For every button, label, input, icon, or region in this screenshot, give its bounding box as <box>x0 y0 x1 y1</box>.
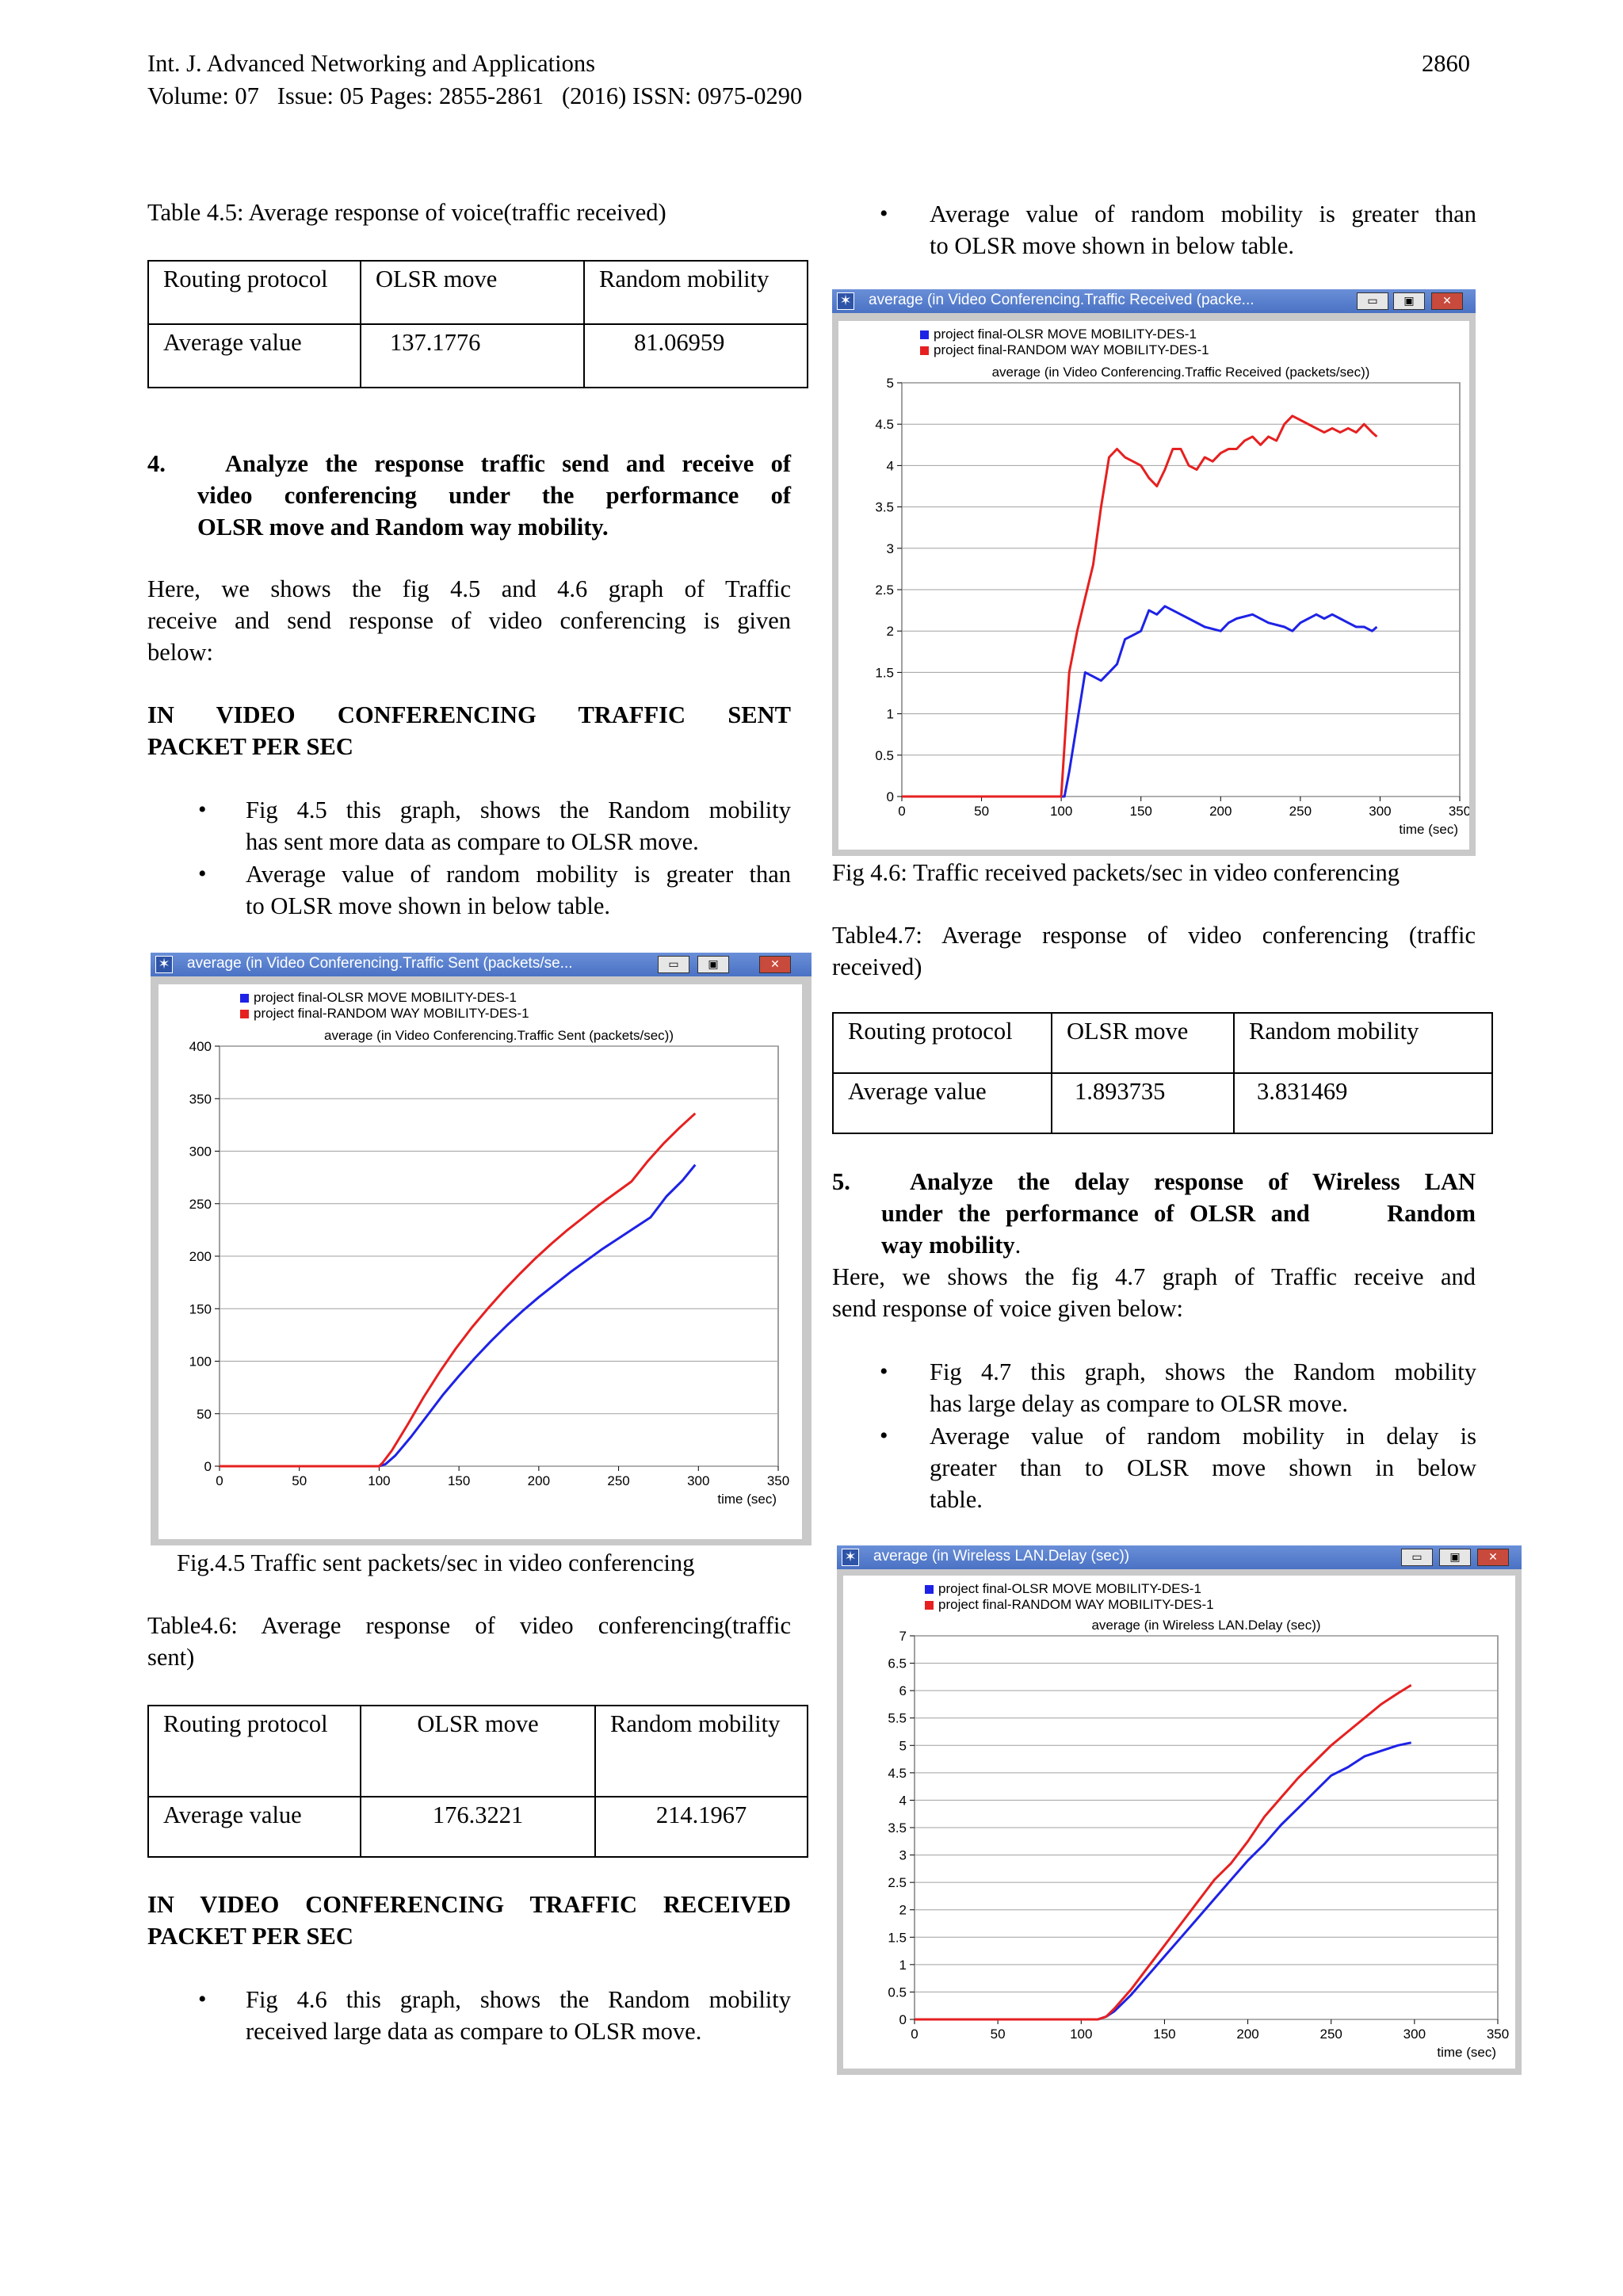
x-tick-label: 100 <box>1070 2027 1093 2042</box>
bullet-marker: • <box>880 1358 888 1385</box>
fig47-window <box>837 1545 1522 2075</box>
y-tick-label: 6 <box>899 1683 907 1699</box>
bullet4-line1: Average value of random mobility is greater than <box>930 201 1476 227</box>
y-tick-label: 250 <box>189 1196 212 1212</box>
legend-swatch <box>920 330 929 339</box>
legend-swatch <box>240 994 249 1003</box>
x-tick-label: 300 <box>1403 2027 1426 2042</box>
x-tick-label: 250 <box>607 1473 630 1488</box>
fig45-window <box>151 953 812 1545</box>
x-tick-label: 150 <box>1153 2027 1176 2042</box>
y-tick-label: 1.5 <box>875 665 894 681</box>
x-tick-label: 100 <box>1049 804 1073 819</box>
table45-header-protocol: Routing protocol <box>148 261 361 324</box>
fig45-window-title: average (in Video Conferencing.Traffic Sent (packets/se... <box>187 955 573 972</box>
bullet-marker: • <box>198 861 207 887</box>
y-tick-label: 300 <box>189 1144 212 1159</box>
table46-header-random: Random mobility <box>595 1706 808 1797</box>
bullet-marker: • <box>198 797 207 823</box>
bullet5-line1: Fig 4.7 this graph, shows the Random mobility <box>930 1358 1476 1385</box>
y-tick-label: 350 <box>189 1091 212 1107</box>
legend-swatch <box>920 346 929 355</box>
x-tick-label: 350 <box>1448 804 1469 819</box>
minimize-button[interactable]: ▭ <box>658 956 689 973</box>
bullet3-line1: Fig 4.6 this graph, shows the Random mobility <box>246 1986 791 2013</box>
journal-volume: Volume: 07 Issue: 05 Pages: 2855-2861 (2016) ISSN: 0975-0290 <box>147 82 803 109</box>
fig46-caption: Fig 4.6: Traffic received packets/sec in video conferencing <box>832 859 1400 886</box>
y-tick-label: 2 <box>899 1902 907 1918</box>
y-tick-label: 6.5 <box>888 1656 907 1671</box>
bullet6-line1: Average value of random mobility in delay is <box>930 1423 1476 1450</box>
x-tick-label: 250 <box>1289 804 1312 819</box>
legend-swatch <box>925 1585 934 1594</box>
minimize-button[interactable]: ▭ <box>1401 1549 1433 1566</box>
table47-header-random: Random mobility <box>1234 1013 1492 1073</box>
fig45-plot-panel <box>158 984 802 1539</box>
section5-number: 5. <box>832 1168 850 1195</box>
fig46-window-title: average (in Video Conferencing.Traffic Received (packe... <box>869 292 1254 308</box>
x-tick-label: 50 <box>292 1473 307 1488</box>
table46-header-olsr: OLSR move <box>361 1706 595 1797</box>
table47-random-value: 3.831469 <box>1234 1073 1492 1133</box>
fig47-plot-panel <box>843 1576 1515 2069</box>
section5-heading-line3: way mobility <box>881 1232 1015 1259</box>
y-tick-label: 0 <box>886 789 894 804</box>
legend-swatch <box>925 1601 934 1610</box>
fig47-window-title: average (in Wireless LAN.Delay (sec)) <box>873 1548 1130 1564</box>
app-icon: ✶ <box>842 1549 859 1566</box>
bullet1-line1: Fig 4.5 this graph, shows the Random mobility <box>246 797 791 823</box>
y-tick-label: 0.5 <box>875 747 894 763</box>
fig47-chart <box>843 1576 1515 2069</box>
y-tick-label: 1.5 <box>888 1930 907 1946</box>
x-tick-label: 0 <box>898 804 906 819</box>
table-4-7 <box>832 1012 1493 1134</box>
table46-olsr-value: 176.3221 <box>361 1797 595 1857</box>
x-tick-label: 0 <box>216 1473 223 1488</box>
restore-button[interactable]: ▣ <box>1393 292 1425 310</box>
section4-heading-line2: video conferencing under the performance of <box>197 482 791 509</box>
x-tick-label: 250 <box>1319 2027 1342 2042</box>
legend-label: project final-RANDOM WAY MOBILITY-DES-1 <box>254 1006 529 1021</box>
y-tick-label: 2.5 <box>888 1875 907 1891</box>
x-axis-label: time (sec) <box>717 1492 777 1507</box>
x-tick-label: 200 <box>1209 804 1232 819</box>
legend-label: project final-OLSR MOVE MOBILITY-DES-1 <box>938 1581 1201 1596</box>
bullet3-line2: received large data as compare to OLSR move. <box>246 2018 702 2045</box>
table46-caption-line2: sent) <box>147 1644 195 1671</box>
y-tick-label: 1 <box>886 706 894 722</box>
y-tick-label: 1 <box>899 1957 907 1973</box>
table45-header-random: Random mobility <box>584 261 808 324</box>
y-tick-label: 100 <box>189 1354 212 1370</box>
x-tick-label: 100 <box>368 1473 391 1488</box>
table47-header-protocol: Routing protocol <box>833 1013 1052 1073</box>
fig46-window <box>832 289 1476 856</box>
recv-heading-line1: IN VIDEO CONFERENCING TRAFFIC RECEIVED <box>147 1891 791 1918</box>
y-tick-label: 50 <box>197 1406 212 1422</box>
y-tick-label: 3 <box>899 1847 907 1863</box>
y-tick-label: 4.5 <box>875 417 894 433</box>
table45-header-olsr: OLSR move <box>361 261 584 324</box>
section5-heading-line2: under the performance of OLSR and Random <box>881 1200 1476 1227</box>
y-tick-label: 3.5 <box>888 1820 907 1836</box>
y-tick-label: 400 <box>189 1039 212 1054</box>
x-tick-label: 200 <box>1236 2027 1259 2042</box>
intro-para-line3: below: <box>147 639 214 666</box>
app-icon: ✶ <box>155 956 173 973</box>
x-tick-label: 150 <box>447 1473 471 1488</box>
section4-heading-line1: Analyze the response traffic send and receive of <box>225 450 791 477</box>
bullet-marker: • <box>198 1986 207 2012</box>
fig47-titlebar <box>837 1545 1522 1569</box>
bullet1-line2: has sent more data as compare to OLSR move. <box>246 828 699 855</box>
x-tick-label: 350 <box>766 1473 790 1488</box>
y-tick-label: 3 <box>886 541 894 556</box>
bullet6-line3: table. <box>930 1486 983 1513</box>
sent-heading-line2: PACKET PER SEC <box>147 733 353 760</box>
section4-number: 4. <box>147 450 166 477</box>
y-tick-label: 2 <box>886 624 894 640</box>
intro-para-line1: Here, we shows the fig 4.5 and 4.6 graph of Traffic <box>147 575 791 602</box>
table46-random-value: 214.1967 <box>595 1797 808 1857</box>
close-button[interactable]: ✕ <box>1477 1549 1509 1566</box>
bullet6-line2: greater than to OLSR move shown in below <box>930 1454 1476 1481</box>
x-tick-label: 300 <box>687 1473 710 1488</box>
fig46-chart <box>838 321 1469 850</box>
x-tick-label: 50 <box>974 804 990 819</box>
bullet2-line1: Average value of random mobility is greater than <box>246 861 791 888</box>
y-tick-label: 200 <box>189 1249 212 1264</box>
minimize-button[interactable]: ▭ <box>1357 292 1388 310</box>
legend-label: project final-OLSR MOVE MOBILITY-DES-1 <box>934 327 1197 342</box>
bullet-marker: • <box>880 1423 888 1449</box>
recv-heading-line2: PACKET PER SEC <box>147 1923 353 1950</box>
bullet2-line2: to OLSR move shown in below table. <box>246 892 611 919</box>
table47-caption-line1: Table4.7: Average response of video conferencing (traffic <box>832 922 1476 949</box>
x-tick-label: 200 <box>527 1473 551 1488</box>
x-tick-label: 150 <box>1129 804 1152 819</box>
restore-button[interactable]: ▣ <box>697 956 729 973</box>
section4-heading-line3: OLSR move and Random way mobility. <box>197 514 609 541</box>
para5-line2: send response of voice given below: <box>832 1295 1183 1322</box>
close-button[interactable]: ✕ <box>759 956 791 973</box>
fig45-chart <box>158 984 802 1539</box>
journal-name: Int. J. Advanced Networking and Applications <box>147 50 595 77</box>
bullet4-line2: to OLSR move shown in below table. <box>930 232 1295 259</box>
bullet-marker: • <box>880 201 888 227</box>
close-button[interactable]: ✕ <box>1431 292 1463 310</box>
chart-title: average (in Wireless LAN.Delay (sec)) <box>1091 1618 1321 1633</box>
table45-caption: Table 4.5: Average response of voice(traffic received) <box>147 199 666 226</box>
y-tick-label: 4 <box>886 458 894 474</box>
y-tick-label: 2.5 <box>875 583 894 598</box>
table47-caption-line2: received) <box>832 953 922 980</box>
fig46-plot-panel <box>838 321 1469 850</box>
table46-caption-line1: Table4.6: Average response of video conferencing(traffic <box>147 1612 791 1639</box>
table45-row-label: Average value <box>148 324 361 388</box>
y-tick-label: 5.5 <box>888 1710 907 1726</box>
restore-button[interactable]: ▣ <box>1439 1549 1471 1566</box>
legend-label: project final-RANDOM WAY MOBILITY-DES-1 <box>934 342 1209 357</box>
y-tick-label: 0.5 <box>888 1985 907 2000</box>
y-tick-label: 7 <box>899 1629 907 1644</box>
fig46-titlebar <box>832 289 1476 313</box>
section5-heading-line1: Analyze the delay response of Wireless LAN <box>910 1168 1476 1195</box>
y-tick-label: 3.5 <box>875 499 894 515</box>
y-tick-label: 4.5 <box>888 1765 907 1781</box>
table-4-6 <box>147 1705 808 1858</box>
y-tick-label: 150 <box>189 1301 212 1317</box>
bullet5-line2: has large delay as compare to OLSR move. <box>930 1390 1348 1417</box>
para5-line1: Here, we shows the fig 4.7 graph of Traffic receive and <box>832 1263 1476 1290</box>
fig45-caption: Fig.4.5 Traffic sent packets/sec in video conferencing <box>177 1549 695 1576</box>
table47-olsr-value: 1.893735 <box>1052 1073 1234 1133</box>
legend-label: project final-OLSR MOVE MOBILITY-DES-1 <box>254 990 517 1005</box>
app-icon: ✶ <box>837 292 854 310</box>
y-tick-label: 5 <box>899 1738 907 1754</box>
chart-title: average (in Video Conferencing.Traffic Sent (packets/sec)) <box>324 1028 674 1043</box>
y-tick-label: 0 <box>899 2012 907 2027</box>
y-tick-label: 5 <box>886 376 894 391</box>
table47-row-label: Average value <box>833 1073 1052 1133</box>
legend-label: project final-RANDOM WAY MOBILITY-DES-1 <box>938 1597 1214 1612</box>
x-tick-label: 0 <box>911 2027 918 2042</box>
legend-swatch <box>240 1010 249 1018</box>
table47-header-olsr: OLSR move <box>1052 1013 1234 1073</box>
page-number: 2860 <box>1422 50 1470 77</box>
table45-olsr-value: 137.1776 <box>361 324 584 388</box>
x-tick-label: 50 <box>990 2027 1006 2042</box>
x-tick-label: 300 <box>1369 804 1392 819</box>
table45-random-value: 81.06959 <box>584 324 808 388</box>
fig45-titlebar <box>151 953 812 976</box>
table-4-5 <box>147 260 808 388</box>
x-tick-label: 350 <box>1486 2027 1510 2042</box>
intro-para-line2: receive and send response of video conferencing is given <box>147 607 791 634</box>
y-tick-label: 4 <box>899 1793 907 1809</box>
table46-row-label: Average value <box>148 1797 361 1857</box>
x-axis-label: time (sec) <box>1437 2045 1496 2060</box>
y-tick-label: 0 <box>204 1459 212 1474</box>
chart-title: average (in Video Conferencing.Traffic Received (packets/sec)) <box>991 365 1370 380</box>
x-axis-label: time (sec) <box>1399 822 1458 837</box>
section5-heading-period: . <box>1014 1232 1022 1259</box>
sent-heading-line1: IN VIDEO CONFERENCING TRAFFIC SENT <box>147 701 791 728</box>
table46-header-protocol: Routing protocol <box>148 1706 361 1797</box>
